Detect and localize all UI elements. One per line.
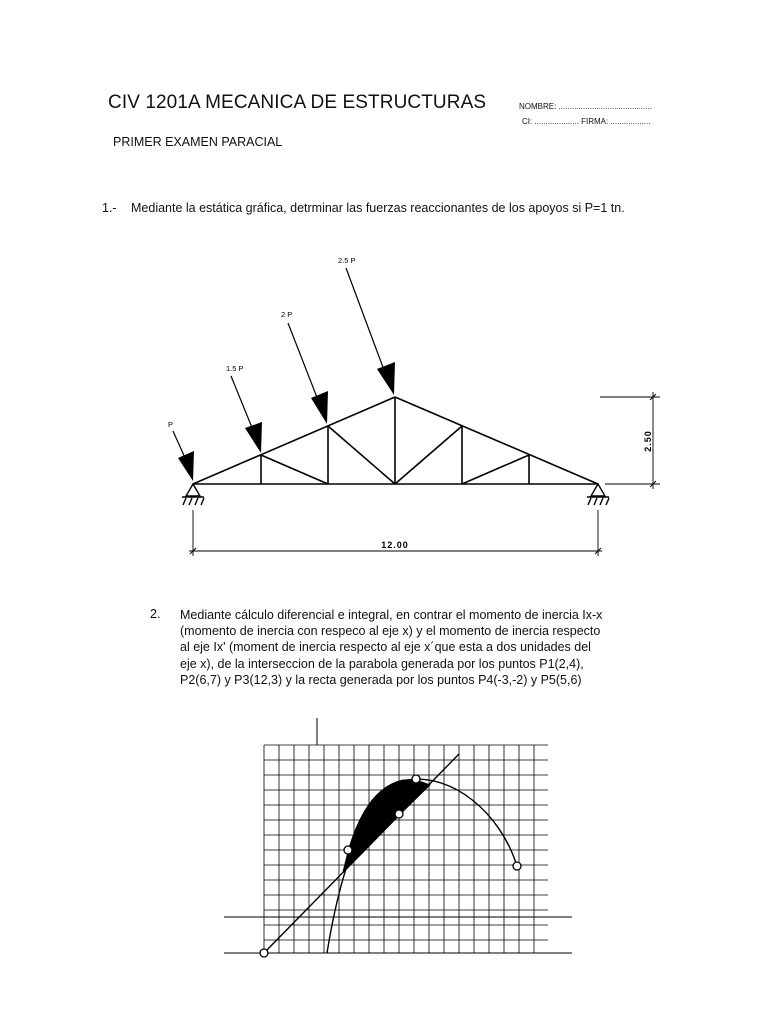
- point-marker: [395, 810, 403, 818]
- question-2-line: Mediante cálculo diferencial e integral, en contrar el momento de inercia Ix-x: [180, 608, 603, 622]
- load-label-2p: 2 P: [281, 310, 293, 319]
- question-2-line: (momento de inercia con respeco al eje x) y el momento de inercia respecto: [180, 624, 601, 639]
- load-label-2-5p: 2.5 P: [338, 256, 356, 265]
- point-marker: [260, 949, 268, 957]
- name-field-line: NOMBRE: ..........................................: [519, 102, 652, 111]
- question-2-line: eje x), de la interseccion de la parabola generada por los puntos P1(2,4),: [180, 656, 584, 671]
- page-title: CIV 1201A MECANICA DE ESTRUCTURAS: [108, 92, 487, 113]
- point-marker: [344, 846, 352, 854]
- span-dimension-label: 12.00: [381, 540, 409, 550]
- question-1-number: 1.-: [102, 201, 117, 215]
- straight-line: [263, 754, 459, 954]
- exam-subtitle: PRIMER EXAMEN PARACIAL: [113, 135, 283, 149]
- question-2-line: al eje Ix' (moment de inercia respecto al eje x´que esta a dos unidades del: [180, 640, 591, 655]
- point-marker: [513, 862, 521, 870]
- question-1-text: Mediante la estática gráfica, detrminar las fuerzas reaccionantes de los apoyos si P=1 tn.: [131, 201, 625, 215]
- ci-signature-line: CI: .................... FIRMA: ..................: [522, 117, 651, 126]
- load-label-1-5p: 1.5 P: [226, 364, 244, 373]
- graph-grid: [264, 745, 548, 953]
- graph-axes: [224, 718, 572, 953]
- load-label-p: P: [168, 420, 174, 429]
- height-dimension-label: 2.50: [643, 430, 653, 452]
- question-2-line: P2(6,7) y P3(12,3) y la recta generada por los puntos P4(-3,-2) y P5(5,6): [180, 672, 582, 687]
- point-marker: [412, 775, 420, 783]
- question-2-number: 2.: [150, 607, 161, 621]
